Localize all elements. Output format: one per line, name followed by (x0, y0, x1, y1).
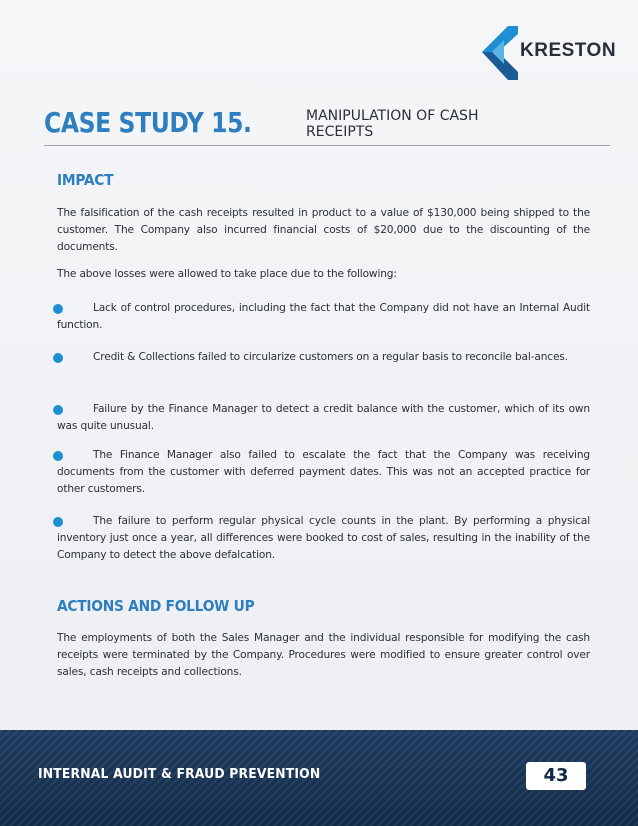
page-number: 43 (526, 762, 586, 790)
impact-paragraph: The above losses were allowed to take place due to the following: (57, 268, 397, 280)
impact-bullet (57, 401, 590, 435)
impact-bullet (57, 300, 590, 334)
impact-bullet-text: The failure to perform regular physical cycle counts in the plant. By performing a physical inventory just once a year, all differences were booked to cost of sales, resulting in the inability of the Company to detect the above defalcation. (57, 515, 590, 561)
title-divider (44, 145, 610, 146)
kreston-k-icon (478, 24, 522, 80)
impact-bullet-text: The Finance Manager also failed to escalate the fact that the Company was receiving documents from the customer with deferred payment dates. This was not an accepted practice for other customers. (57, 449, 590, 495)
actions-paragraph: The employments of both the Sales Manager and the individual responsible for modifying the cash receipts were terminated by the Company. Procedures were modified to ensure greater control over sales, cash receipts and collections. (57, 632, 590, 678)
bullet-dot-icon (53, 517, 63, 527)
bullet-dot-icon (53, 451, 63, 461)
page-title (44, 104, 604, 148)
page-footer (0, 730, 638, 826)
bullet-dot-icon (53, 353, 63, 363)
actions-heading: ACTIONS AND FOLLOW UP (57, 597, 255, 615)
bullet-dot-icon (53, 405, 63, 415)
impact-paragraph: The falsification of the cash receipts resulted in product to a value of $130,000 being shipped to the customer. The Company also incurred financial costs of $20,000 due to the discounting of the documents. (57, 207, 590, 253)
impact-bullet-text: Failure by the Finance Manager to detect a credit balance with the customer, which of its own was quite unusual. (57, 403, 590, 432)
kreston-logo (478, 24, 628, 84)
impact-bullet (57, 349, 590, 366)
case-study-number: CASE STUDY 15. (44, 106, 252, 139)
footer-publication-title: INTERNAL AUDIT & FRAUD PREVENTION (38, 767, 321, 782)
impact-bullet (57, 513, 590, 564)
case-study-subtitle: MANIPULATION OF CASH RECEIPTS (306, 108, 479, 140)
impact-bullet-text: Lack of control procedures, including the fact that the Company did not have an Internal Audit function. (57, 302, 590, 331)
bullet-dot-icon (53, 304, 63, 314)
impact-heading: IMPACT (57, 171, 114, 189)
impact-bullet-text: Credit & Collections failed to circularize customers on a regular basis to reconcile bal-ances. (93, 351, 568, 363)
logo-wordmark: KRESTON (520, 40, 617, 61)
impact-bullet (57, 447, 590, 498)
